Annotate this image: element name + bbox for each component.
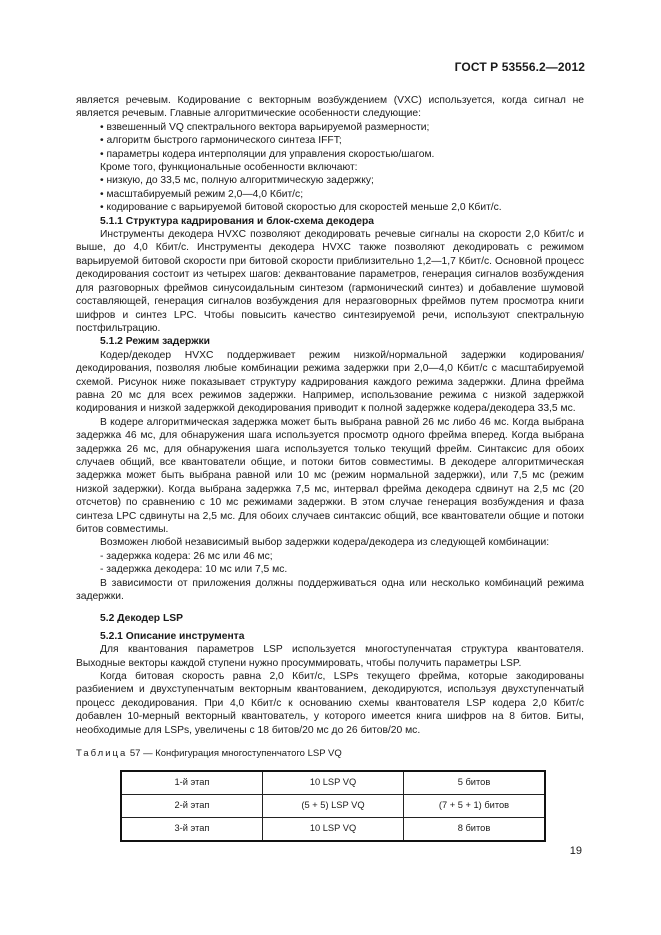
table-cell: 10 LSP VQ [263, 817, 404, 841]
bullet-item: • низкую, до 33,5 мс, полную алгоритмическую задержку; [100, 175, 374, 187]
bullet-item: • кодирование с варьируемой битовой скоростью для скоростей меньше 2,0 Кбит/с. [100, 202, 502, 214]
table-cell: 1-й этап [121, 771, 263, 795]
paragraph: Кодер/декодер HVXC поддерживает режим низкой/нормальной задержки кодирования/декодирования, позволяя любые комбинации режима задержки при 2,0—4,0 Кбит/с с масштабируемой схемой. Рисунок ниже показывает структуру кадрирования каждого режима задержки. Длина фрейма равна 20 мс для всех режимов задержки. Например, использование режима с низкой задержкой кодирования и низкой задержкой декодирования приводит к полной задержке кодера/декодера 33,5 мс. [76, 349, 584, 415]
list-item: - задержка декодера: 10 мс или 7,5 мс. [100, 564, 288, 576]
section-heading-5-1-1: 5.1.1 Структура кадрирования и блок-схема декодера [100, 215, 375, 227]
table-cell: 3-й этап [121, 817, 263, 841]
paragraph: В зависимости от приложения должны поддерживаться одна или несколько комбинаций режима задержки. [76, 577, 584, 603]
document-body [76, 94, 584, 842]
paragraph: является речевым. Кодирование с векторным возбуждением (VXC) используется, когда сигнал не является речевым. Главные алгоритмические особенности следующие: [76, 95, 585, 120]
bullet-item: • параметры кодера интерполяции для управления скоростью/шагом. [100, 148, 435, 160]
table-cell: 2-й этап [121, 794, 263, 817]
list-item: - задержка кодера: 26 мс или 46 мс; [100, 550, 273, 562]
lsp-vq-table [120, 770, 546, 842]
bullet-item: • взвешенный VQ спектрального вектора варьируемой размерности; [100, 121, 430, 133]
bullet-item: • алгоритм быстрого гармонического синтеза IFFT; [100, 135, 342, 147]
paragraph: Возможен любой независимый выбор задержки кодера/декодера из следующей комбинации: [100, 537, 550, 549]
table-cell: 10 LSP VQ [263, 771, 404, 795]
table-row [121, 771, 545, 795]
table-cell: 5 битов [404, 771, 546, 795]
bullet-item: • масштабируемый режим 2,0—4,0 Кбит/с; [100, 188, 304, 200]
table-cell: 8 битов [404, 817, 546, 841]
table-row [121, 817, 545, 841]
table-row [121, 794, 545, 817]
paragraph: Кроме того, функциональные особенности включают: [100, 162, 358, 174]
page-number: 19 [569, 845, 582, 857]
table-caption-label: Таблица [76, 748, 128, 760]
paragraph: Инструменты декодера HVXC позволяют декодировать речевые сигналы на скорости 2,0 Кбит/с и выше, до 4,0 Кбит/с. Инструменты декодера HVXC также позволяют декодировать с режимом варьируемой битовой скорости при битовой скорости приблизительно 1,2—1,7 Кбит/с. Основной процесс декодирования состоит из четырех шагов: деквантование параметров, генерация сигналов возбуждения для разговорных фреймов синусоидальным синтезом (гармонический синтез) и добавление шумовой составляющей, генерация сигналов возбуждения для неразговорных фреймов путем просмотра книги шифров и синтез LPC. Чтобы повысить качество синтезируемой речи, используют спектральную постфильтрацию. [76, 229, 584, 334]
table-caption-text: 57 — Конфигурация многоступенчатого LSP VQ [129, 748, 342, 760]
section-heading-5-1-2: 5.1.2 Режим задержки [100, 336, 210, 348]
table-cell: (7 + 5 + 1) битов [404, 794, 546, 817]
table-cell: (5 + 5) LSP VQ [263, 794, 404, 817]
paragraph: В кодере алгоритмическая задержка может быть выбрана равной 26 мс либо 46 мс. Когда выбрана задержка 46 мс, для обнаружения шага используется просмотр одного фрейма вперед. Когда выбрана задержка 26 мс, для обнаружения шага используется только текущий фрейм. Синтаксис для обоих случаев общий, все квантователи общие, и потоки битов совместимы. В декодере алгоритмическая задержка может быть выбрана равной или 10 мс (режим нормальной задержки), или 7,5 мс (режим низкой задержки). Когда выбрана задержка 7,5 мс, интервал фрейма декодера сдвинут на 2,5 мс (20 отсчетов) по сравнению с 10 мс режимами задержки. В этом случае генерация возбуждения и фаза синтеза LPC сдвинуты на 2,5 мс. Для обоих случаев синтаксис общий, все квантователи общие и потоки битов совместимы. [76, 416, 584, 535]
document-header: ГОСТ Р 53556.2—2012 [454, 60, 585, 74]
section-heading-5-2-1: 5.2.1 Описание инструмента [100, 630, 245, 642]
section-heading-5-2: 5.2 Декодер LSP [100, 613, 183, 625]
paragraph: Когда битовая скорость равна 2,0 Кбит/с, LSPs текущего фрейма, которые закодированы разбиением и двухступенчатым векторным квантованием, декодируются, используя двухступенчатый процесс декодирования. При 4,0 Кбит/с к основанию схемы квантователя LSP кодера 2,0 Кбит/с добавлен 10-мерный векторный квантователь, у которого имеется книга шифров на 8 битов. Биты, необходимые для LSPs, увеличены с 18 битов/20 мс до 26 битов/20 мс. [76, 671, 584, 736]
table-caption [76, 747, 584, 760]
paragraph: Для квантования параметров LSP используется многоступенчатая структура квантователя. Выходные векторы каждой ступени нужно просуммировать, чтобы получить параметры LSP. [76, 644, 584, 669]
